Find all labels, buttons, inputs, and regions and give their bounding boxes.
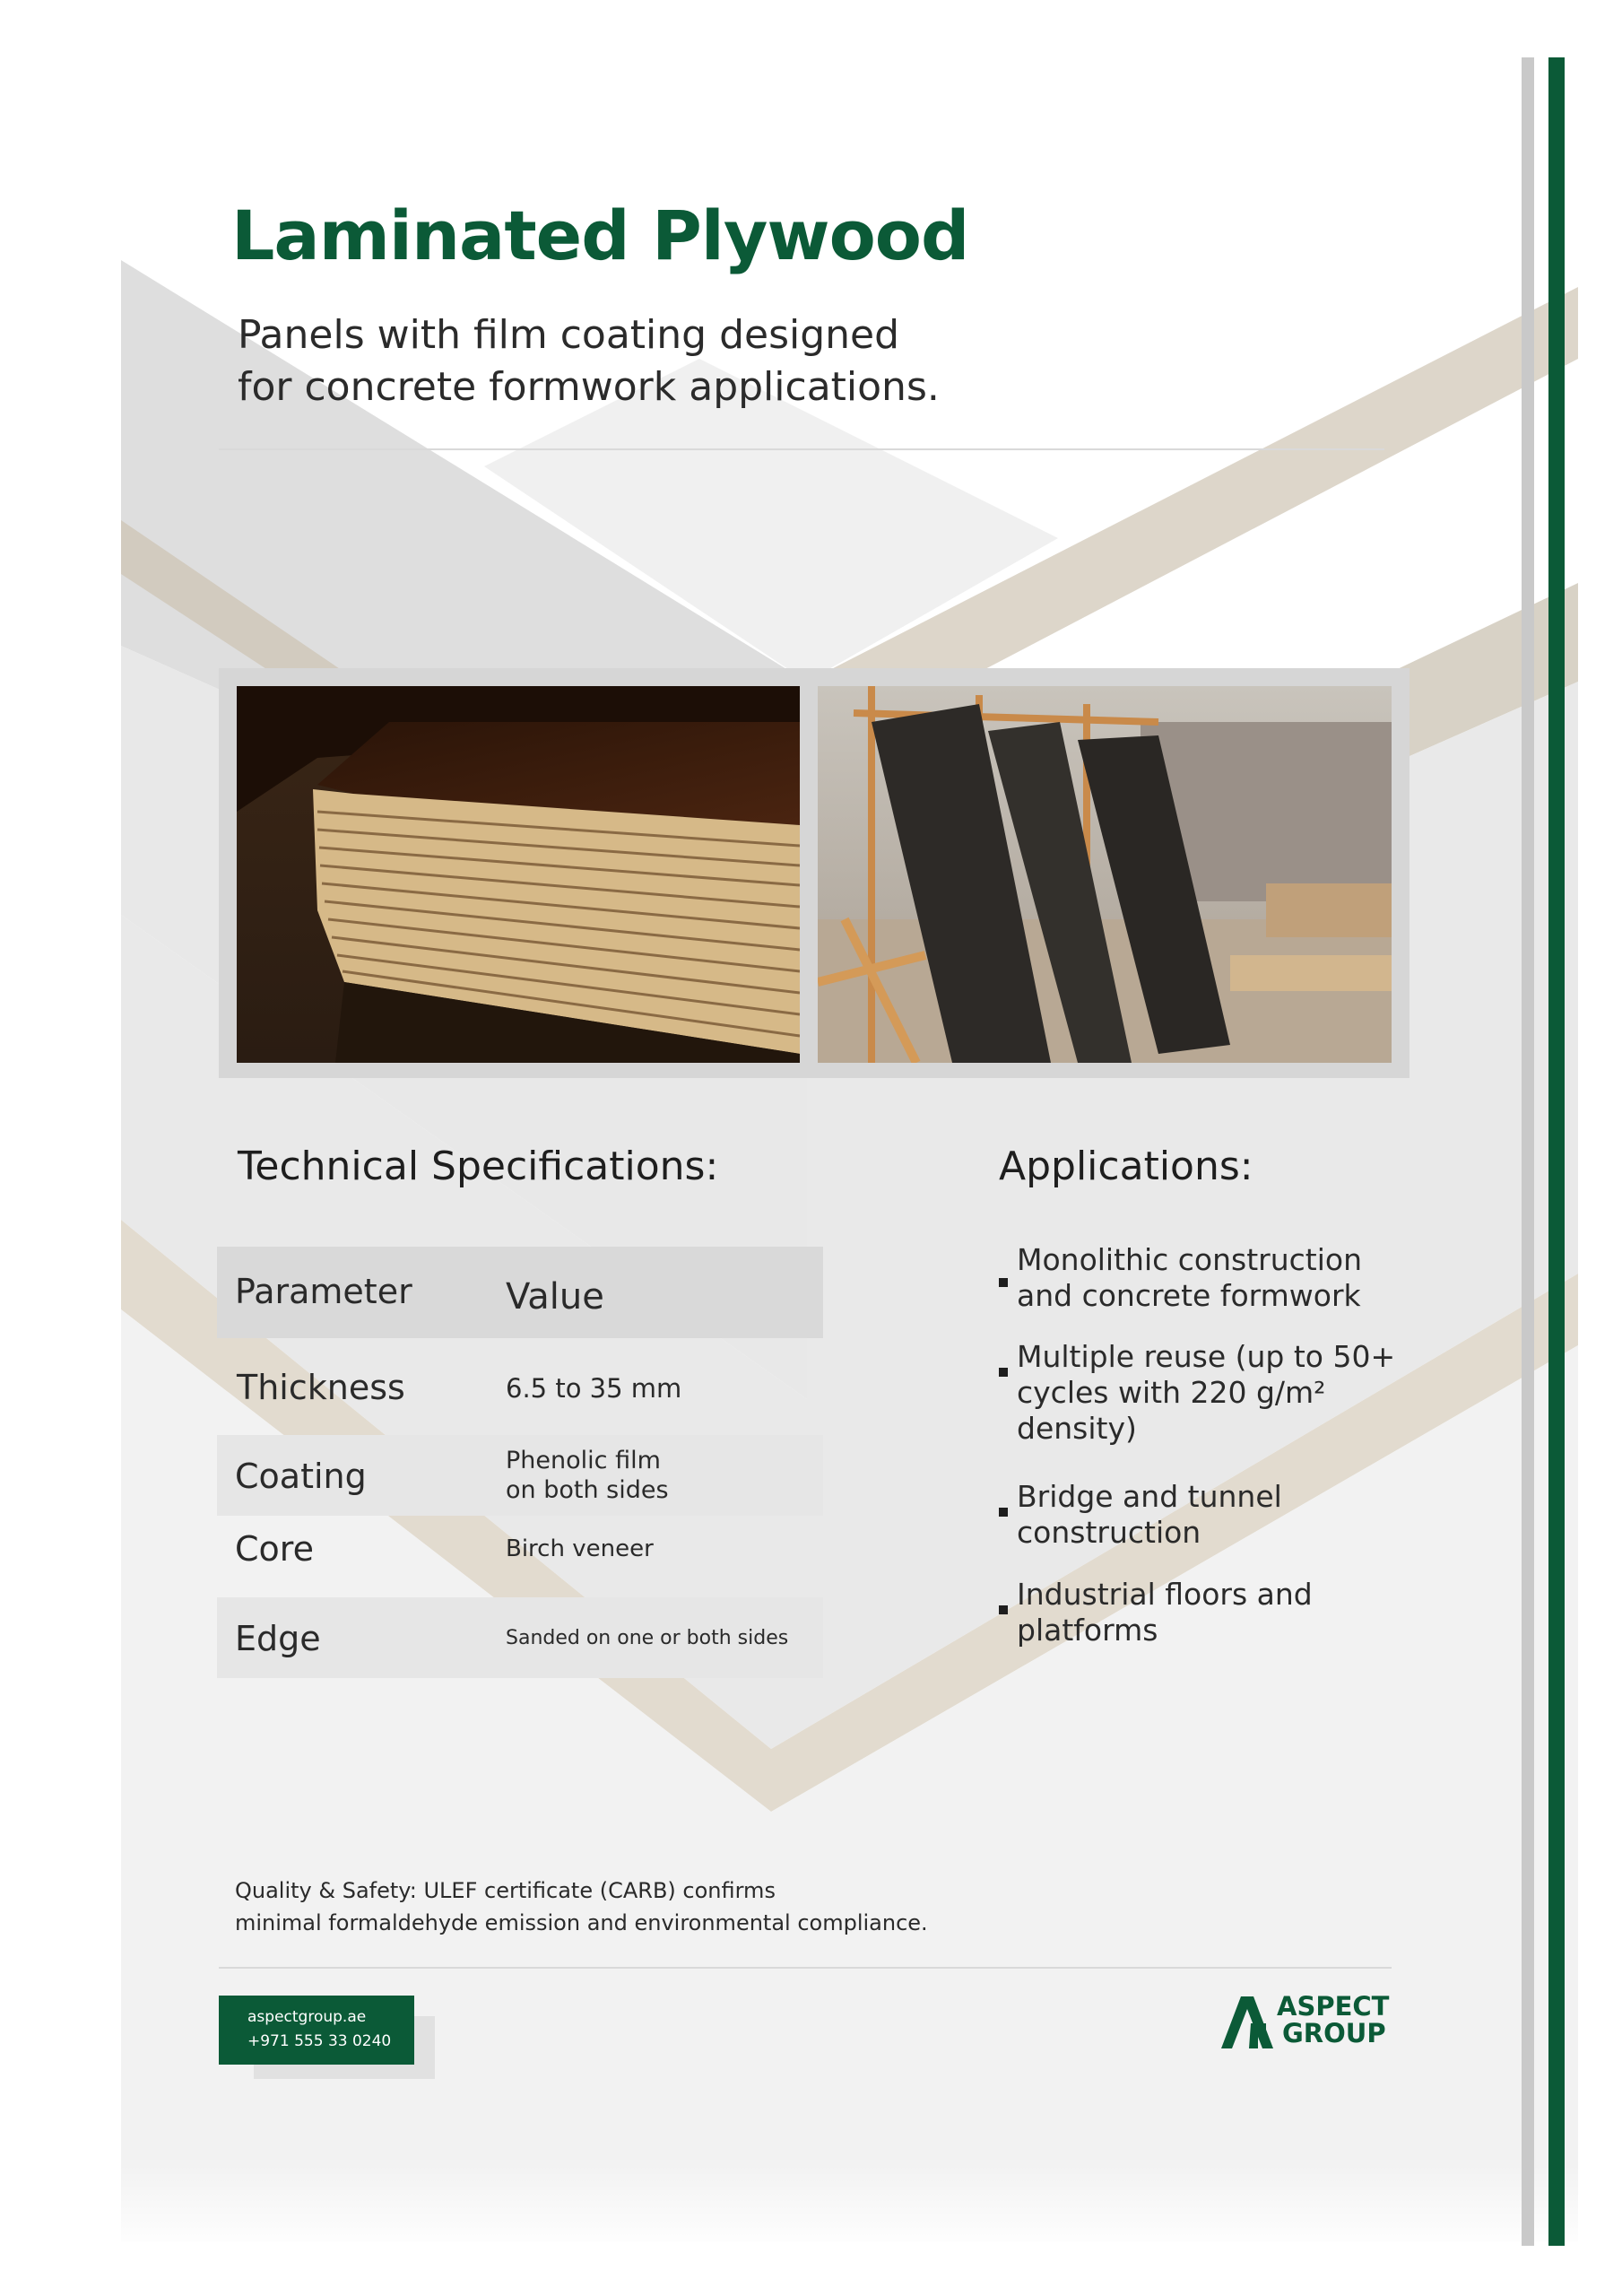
footer-divider: [219, 1967, 1392, 1969]
spec-param-coating: Coating: [235, 1457, 367, 1496]
table-row: [217, 1435, 823, 1516]
vertical-gray-rule: [1522, 57, 1534, 2246]
spec-param-thickness: Thickness: [237, 1368, 405, 1407]
specs-table-header: [217, 1247, 823, 1338]
contact-box: [219, 1996, 414, 2065]
company-logo: [1221, 1993, 1418, 2056]
bullet-square-icon: [999, 1508, 1008, 1517]
spec-param-core: Core: [235, 1529, 314, 1569]
spec-value-edge: Sanded on one or both sides: [506, 1627, 789, 1649]
logo-text-line-1: ASPECT: [1277, 1991, 1390, 2022]
applications-heading: Applications:: [999, 1144, 1253, 1189]
spec-value-thickness: 6.5 to 35 mm: [506, 1373, 682, 1404]
table-row: [217, 1597, 823, 1678]
aspect-logo-icon: [1221, 1996, 1275, 2048]
plywood-edge-closeup-photo: [237, 686, 800, 1063]
bullet-square-icon: [999, 1278, 1008, 1287]
page-subtitle: [238, 309, 940, 413]
application-text: Bridge and tunnel construction: [1017, 1479, 1282, 1550]
vertical-green-rule: [1548, 57, 1565, 2246]
spec-value-coating: [506, 1446, 669, 1505]
column-header-parameter: Parameter: [235, 1272, 412, 1311]
spec-value-coating-line-1: Phenolic film: [506, 1447, 661, 1474]
quality-note: [235, 1874, 1042, 1939]
application-text: Industrial floors and platforms: [1017, 1577, 1313, 1648]
page-title: Laminated Plywood: [231, 196, 969, 275]
phone-number[interactable]: +971 555 33 0240: [247, 2032, 392, 2050]
table-row: [217, 1520, 823, 1590]
photo-strip: [219, 668, 1409, 1078]
table-row: [217, 1348, 823, 1420]
bullet-square-icon: [999, 1368, 1008, 1377]
spec-value-core: Birch veneer: [506, 1535, 654, 1562]
website-link[interactable]: aspectgroup.ae: [247, 2008, 367, 2026]
application-text: Monolithic construction and concrete formwork: [1017, 1242, 1362, 1313]
specs-heading: Technical Specifications:: [238, 1144, 719, 1189]
application-text: Multiple reuse (up to 50+ cycles with 220 g/m² density): [1017, 1339, 1396, 1446]
subtitle-line-2: for concrete formwork applications.: [238, 364, 940, 410]
quality-line-2: minimal formaldehyde emission and environmental compliance.: [235, 1910, 928, 1935]
spec-value-coating-line-2: on both sides: [506, 1476, 669, 1504]
logo-text-line-2: GROUP: [1282, 2018, 1386, 2048]
formwork-panels-construction-site-photo: [818, 686, 1392, 1063]
subtitle-line-1: Panels with film coating designed: [238, 312, 900, 358]
quality-line-1: Quality & Safety: ULEF certificate (CARB) confirms: [235, 1878, 776, 1903]
bullet-square-icon: [999, 1605, 1008, 1614]
header-divider: [219, 448, 1384, 450]
column-header-value: Value: [506, 1276, 604, 1318]
spec-param-edge: Edge: [235, 1619, 321, 1658]
